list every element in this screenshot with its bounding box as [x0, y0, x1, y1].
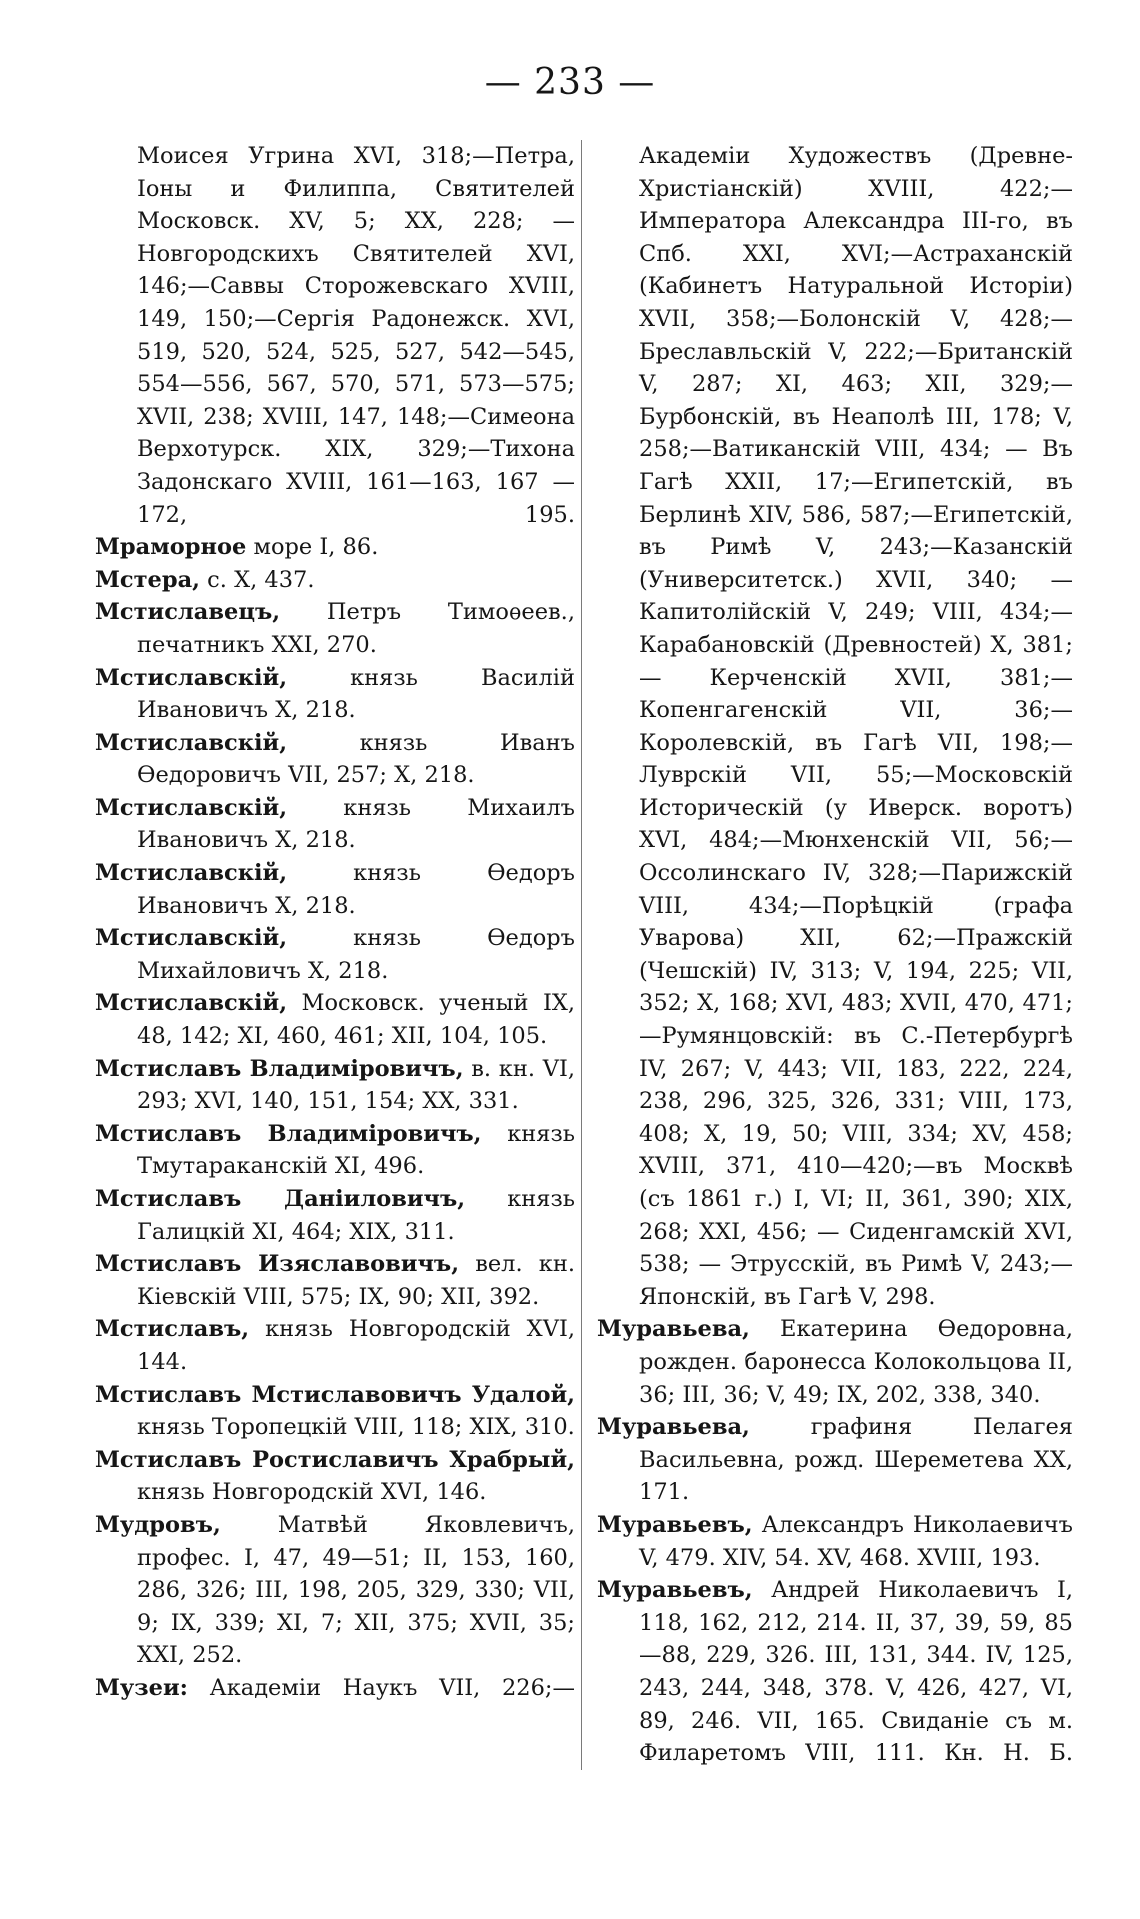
entry-headword: Муравьева, [597, 1316, 750, 1343]
index-column-right [597, 140, 1073, 1770]
entry-headword: Мстиславъ Ростиславичъ Храбрый, [95, 1446, 575, 1473]
entry-headword: Мстиславскій, [95, 860, 288, 887]
entry-headword: Мудровъ, [95, 1511, 221, 1538]
entry-headword: Музеи: [95, 1674, 188, 1701]
index-entry: Муравьева, графиня Пелагея Васильевна, рожд. Шереметева XX, 171. [597, 1414, 1073, 1506]
index-entry: Мстиславъ Ростиславичъ Храбрый, князь Новгородскій XVI, 146. [95, 1446, 575, 1506]
entry-headword: Мстиславъ, [95, 1316, 250, 1343]
entry-headword: Мстиславскій, [95, 990, 288, 1017]
index-entry: Муравьева, Екатерина Ѳедоровна, рожден. баронесса Колокольцова II, 36; III, 36; V, 49; IX, 202, 338, 340. [597, 1316, 1073, 1408]
entry-headword: Мраморное [95, 534, 247, 561]
index-entry: Мстера, с. X, 437. [95, 566, 315, 593]
index-entry: Мстиславъ Даніиловичъ, князь Галицкій XI, 464; XIX, 311. [95, 1186, 575, 1245]
index-entry: Мстиславъ Владиміровичъ, князь Тмутараканскій XI, 496. [95, 1120, 575, 1180]
column-divider [581, 140, 582, 1770]
index-entry: Мстиславскій, князь Ѳедоръ Михайловичъ X, 218. [95, 925, 575, 984]
index-entry: Мраморное море I, 86. [95, 534, 379, 561]
index-entry: Муравьевъ, Александръ Николаевичъ V, 479. XIV, 54. XV, 468. XVIII, 193. [597, 1511, 1073, 1571]
index-entry: Мстиславъ Мстиславовичъ Удалой, князь Торопецкій VIII, 118; XIX, 310. [95, 1381, 575, 1441]
index-entry: Мстиславецъ, Петръ Тимоѳеев., печатникъ XXI, 270. [95, 599, 575, 658]
entry-headword: Муравьева, [597, 1414, 750, 1441]
index-entry: Мстиславскій, князь Ѳедоръ Ивановичъ X, 218. [95, 860, 575, 919]
entry-headword: Муравьевъ, [597, 1511, 753, 1538]
index-column-left [95, 140, 575, 1705]
entry-headword: Мстиславъ Даніиловичъ, [95, 1186, 466, 1212]
index-entry: Мстиславъ Изяславовичъ, вел. кн. Кіевскій VIII, 575; IX, 90; XII, 392. [95, 1251, 575, 1310]
entry-headword: Мстиславъ Изяславовичъ, [95, 1251, 460, 1278]
index-entry: Муравьевъ, Андрей Николаевичъ I, 118, 162, 212, 214. II, 37, 39, 59, 85—88, 229, 326. III, 131, 344. IV, 125, 243, 244, 348, 378. V, 426, 427, VI, 89, 246. VII, 165. Свиданіе съ м. Филаретомъ VIII, 111. Кн. Н. Б. [597, 1577, 1073, 1767]
entry-headword: Мстиславецъ, [95, 599, 281, 626]
index-entry: Мудровъ, Матвѣй Яковлевичъ, профес. I, 47, 49—51; II, 153, 160, 286, 326; III, 198, 205, 329, 330; VII, 9; IX, 339; XI, 7; XII, 375; XVII, 35; XXI, 252. [95, 1511, 575, 1669]
entry-headword: Мстиславскій, [95, 794, 288, 821]
index-entry: Академіи Художествъ (Древне-Христіанскій) XVIII, 422;—Императора Александра III-го, въ Спб. XXI, XVI;—Астраханскій (Кабинетъ Натуральной Исторіи) XVII, 358;—Болонскій V, 428;—Бреславльскій V, 222;—Британскій V, 287; XI, 463; XII, 329;—Бурбонскій, въ Неаполѣ III, 178; V, 258;—Ватиканскій VIII, 434; — Въ Гагѣ XXII, 17;—Египетскій, въ Берлинѣ XIV, 586, 587;—Египетскій, въ Римѣ V, 243;—Казанскій (Университетск.) XVII, 340; — Капитолійскій V, 249; VIII, 434;—Карабановскій (Древностей) X, 381; — Керченскій XVII, 381;—Копенгагенскій VII, 36;—Королевскій, въ Гагѣ VII, 198;—Луврскій VII, 55;—Московскій Историческій (у Иверск. воротъ) XVI, 484;—Мюнхенскій VII, 56;—Оссолинскаго IV, 328;—Парижскій VIII, 434;—Порѣцкій (графа Уварова) XII, 62;—Пражскій (Чешскій) IV, 313; V, 194, 225; VII, 352; X, 168; XVI, 483; XVII, 470, 471;—Румянцовскій: въ С.-Петербургѣ IV, 267; V, 443; VII, 183, 222, 224, 238, 296, 325, 326, 331; VIII, 173, 408; X, 19, 50; VIII, 334; XV, 458; XVIII, 371, 410—420;—въ Москвѣ (съ 1861 г.) I, VI; II, 361, 390; XIX, 268; XXI, 456; — Сиденгамскій XVI, 538; — Этрусскій, въ Римѣ V, 243;—Японскій, въ Гагѣ V, 298. [639, 143, 1073, 1310]
entry-headword: Мстера, [95, 566, 201, 593]
entry-headword: Мстиславскій, [95, 729, 288, 756]
index-entry: Мстиславскій, князь Михаилъ Ивановичъ X, 218. [95, 794, 575, 854]
index-entry: Мстиславъ, князь Новгородскій XVI, 144. [95, 1316, 575, 1375]
entry-headword: Мстиславъ Владиміровичъ, [95, 1055, 464, 1082]
entry-headword: Мстиславъ Владиміровичъ, [95, 1120, 482, 1147]
index-entry: Мстиславскій, князь Иванъ Ѳедоровичъ VII, 257; X, 218. [95, 729, 575, 789]
entry-headword: Муравьевъ, [597, 1577, 753, 1604]
index-entry: Мстиславскій, князь Василій Ивановичъ X, 218. [95, 664, 575, 724]
index-entry: Мстиславскій, Московск. ученый IX, 48, 142; XI, 460, 461; XII, 104, 105. [95, 990, 575, 1050]
entry-headword: Мстиславъ Мстиславовичъ Удалой, [95, 1381, 575, 1408]
page-number: — 233 — [484, 62, 656, 103]
index-entry: Музеи: Академіи Наукъ VII, 226;— [95, 1674, 575, 1701]
entry-headword: Мстиславскій, [95, 664, 288, 691]
index-entry: Мстиславъ Владиміровичъ, в. кн. VI, 293; XVI, 140, 151, 154; XX, 331. [95, 1055, 575, 1115]
index-entry: Моисея Угрина XVI, 318;—Петра, Іоны и Филиппа, Святителей Московск. XV, 5; XX, 228; — Новгородскихъ Святителей XVI, 146;—Саввы Сторожевскаго XVIII, 149, 150;—Сергія Радонежск. XVI, 519, 520, 524, 525, 527, 542—545, 554—556, 567, 570, 571, 573—575; XVII, 238; XVIII, 147, 148;—Симеона Верхотурск. XIX, 329;—Тихона Задонскаго XVIII, 161—163, 167 — 172, 195. [137, 143, 575, 528]
entry-headword: Мстиславскій, [95, 925, 288, 952]
